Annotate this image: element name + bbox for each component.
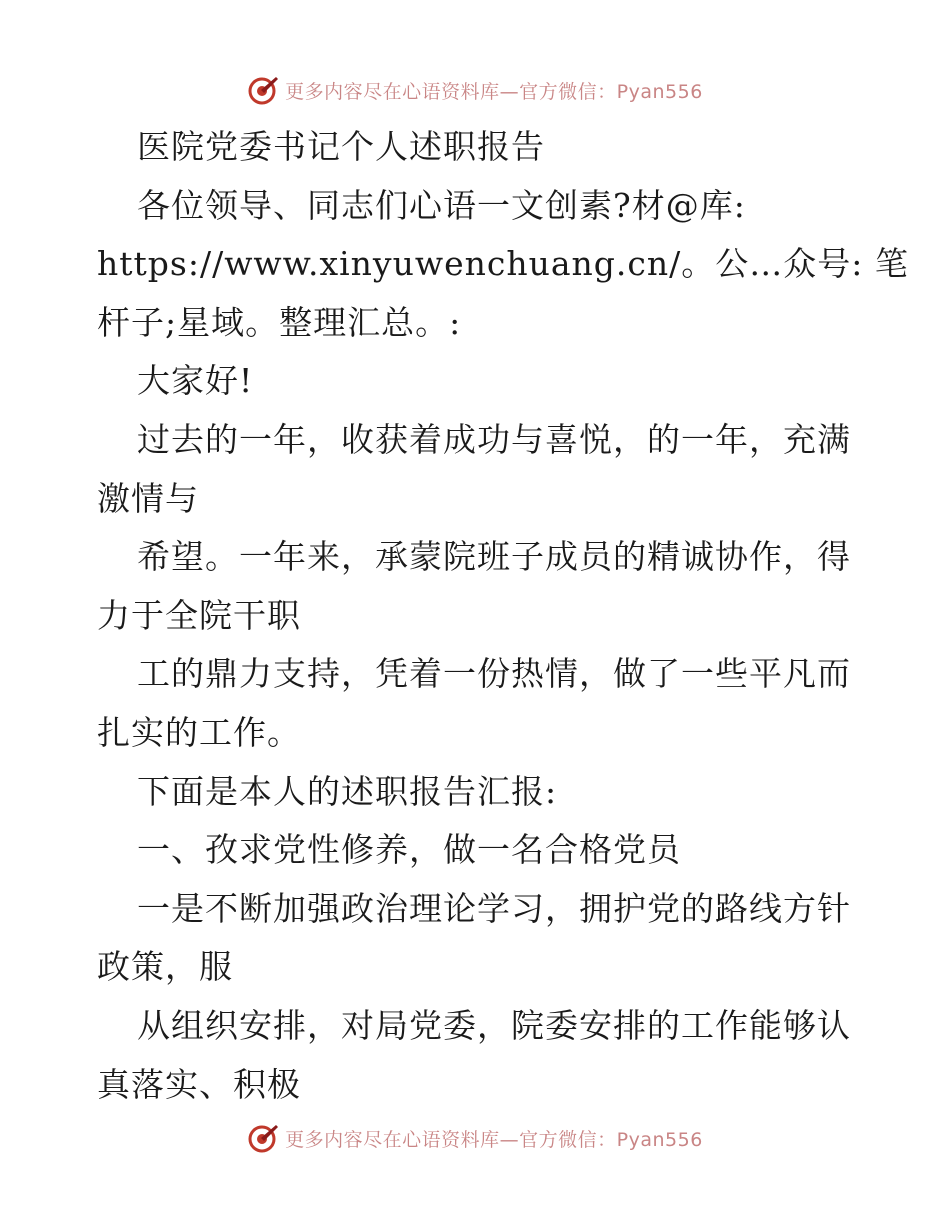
quill-pen-circle-icon (247, 74, 279, 106)
quill-pen-circle-icon (247, 1122, 279, 1154)
footer-banner-text: 更多内容尽在心语资料库—官方微信：Pyan556 (285, 1128, 703, 1151)
text-line: 杆子;星域。整理汇总。: (97, 302, 462, 342)
text-line: 下面是本人的述职报告汇报: (137, 771, 558, 811)
text-line: 工的鼎力支持，凭着一份热情，做了一些平凡而 (137, 654, 851, 694)
text-line: 希望。一年来，承蒙院班子成员的精诚协作，得 (137, 537, 851, 577)
document-body (97, 118, 909, 1114)
text-line: 力于全院干职 (97, 595, 301, 635)
text-line: 过去的一年，收获着成功与喜悦，的一年，充满 (137, 419, 851, 459)
text-line: 真落实、积极 (97, 1064, 301, 1104)
text-line: https://www.xinyuwenchuang.cn/。公…众号: 笔 (97, 244, 909, 284)
text-line: 从组织安排，对局党委，院委安排的工作能够认 (137, 1005, 851, 1045)
text-line: 激情与 (97, 478, 199, 518)
text-line: 扎实的工作。 (97, 712, 301, 752)
text-line: 大家好! (137, 361, 254, 401)
text-line: 一、孜求党性修养，做一名合格党员 (137, 830, 681, 870)
text-line: 各位领导、同志们心语一文创素?材@库: (137, 185, 746, 225)
header-banner (0, 70, 950, 110)
header-banner-text: 更多内容尽在心语资料库—官方微信：Pyan556 (285, 80, 703, 103)
text-line: 政策，服 (97, 947, 233, 987)
footer-banner (0, 1118, 950, 1158)
text-line: 一是不断加强政治理论学习，拥护党的路线方针 (137, 888, 851, 928)
text-line: 医院党委书记个人述职报告 (137, 127, 545, 166)
